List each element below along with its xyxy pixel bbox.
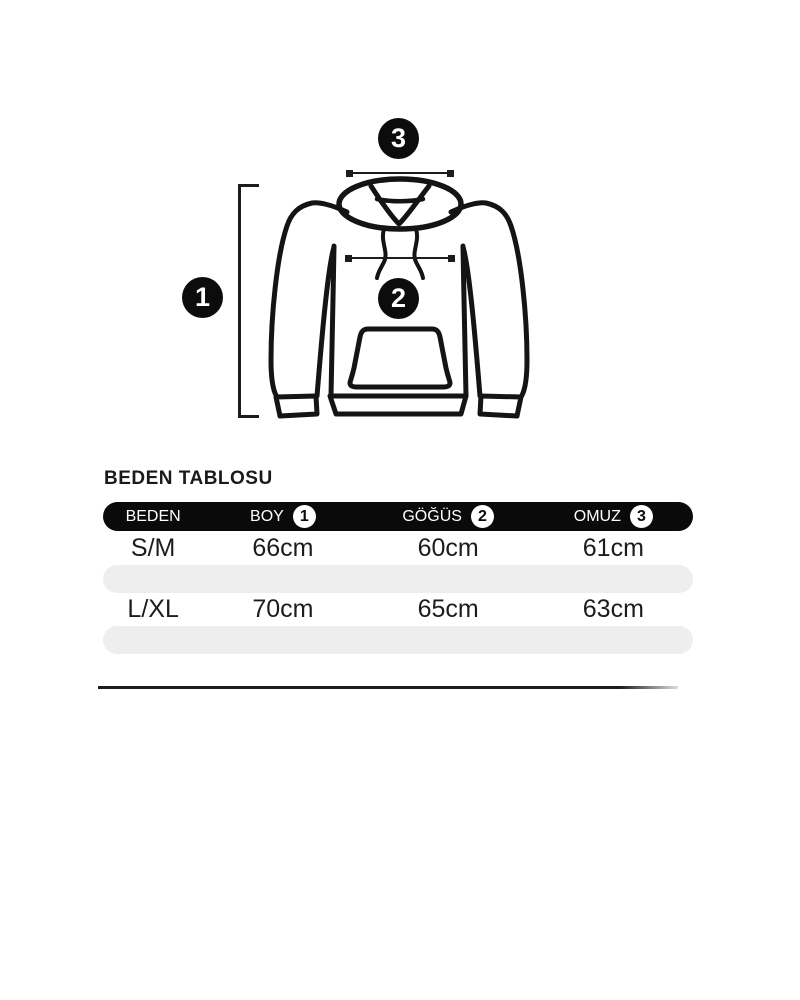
gogus-value: 65cm <box>417 595 479 623</box>
hoodie-left-cuff <box>276 396 317 416</box>
header-badge-1: 1 <box>293 505 316 528</box>
hoodie-pocket <box>350 329 450 387</box>
bottom-divider <box>98 686 678 689</box>
size-cell: L/XL <box>127 595 179 623</box>
size-table <box>103 502 693 654</box>
boy-value: 66cm <box>252 533 314 562</box>
header-cell-gogus <box>363 505 534 528</box>
size-table-header <box>103 502 693 531</box>
hoodie-vneck <box>371 186 429 224</box>
length-measure-bracket <box>238 184 259 418</box>
chest-measure-line <box>347 257 453 259</box>
header-label: OMUZ <box>573 507 621 525</box>
shoulder-measure-line <box>348 172 452 174</box>
header-label: BOY <box>250 507 284 525</box>
header-label: BEDEN <box>125 507 181 525</box>
stripe-row <box>103 626 693 654</box>
size-table-title: BEDEN TABLOSU <box>104 468 273 489</box>
hoodie-collar-line <box>377 199 423 201</box>
length-badge: 1 <box>182 277 223 318</box>
hoodie-hem-band <box>330 396 466 414</box>
shoulder-badge: 3 <box>378 118 419 159</box>
header-label: GÖĞÜS <box>402 507 462 525</box>
size-cell: S/M <box>130 533 176 562</box>
hoodie-left-body-side <box>331 246 334 396</box>
table-row-lxl <box>103 593 693 626</box>
header-badge-3: 3 <box>630 505 653 528</box>
hoodie-measurement-diagram <box>0 0 800 460</box>
header-cell-beden <box>103 508 203 526</box>
gogus-value: 60cm <box>417 533 479 562</box>
chest-badge: 2 <box>378 278 419 319</box>
hoodie-left-sleeve <box>271 203 347 397</box>
hoodie-drawstring-left <box>377 229 386 278</box>
table-row-sm <box>103 531 693 565</box>
omuz-value: 63cm <box>582 595 644 623</box>
header-cell-omuz <box>534 505 693 528</box>
header-badge-2: 2 <box>471 505 494 528</box>
omuz-value: 61cm <box>582 533 644 562</box>
hoodie-right-cuff <box>480 396 521 416</box>
header-cell-boy <box>203 505 362 528</box>
stripe-row <box>103 565 693 593</box>
hoodie-drawstring-right <box>414 229 423 278</box>
boy-value: 70cm <box>252 595 314 623</box>
